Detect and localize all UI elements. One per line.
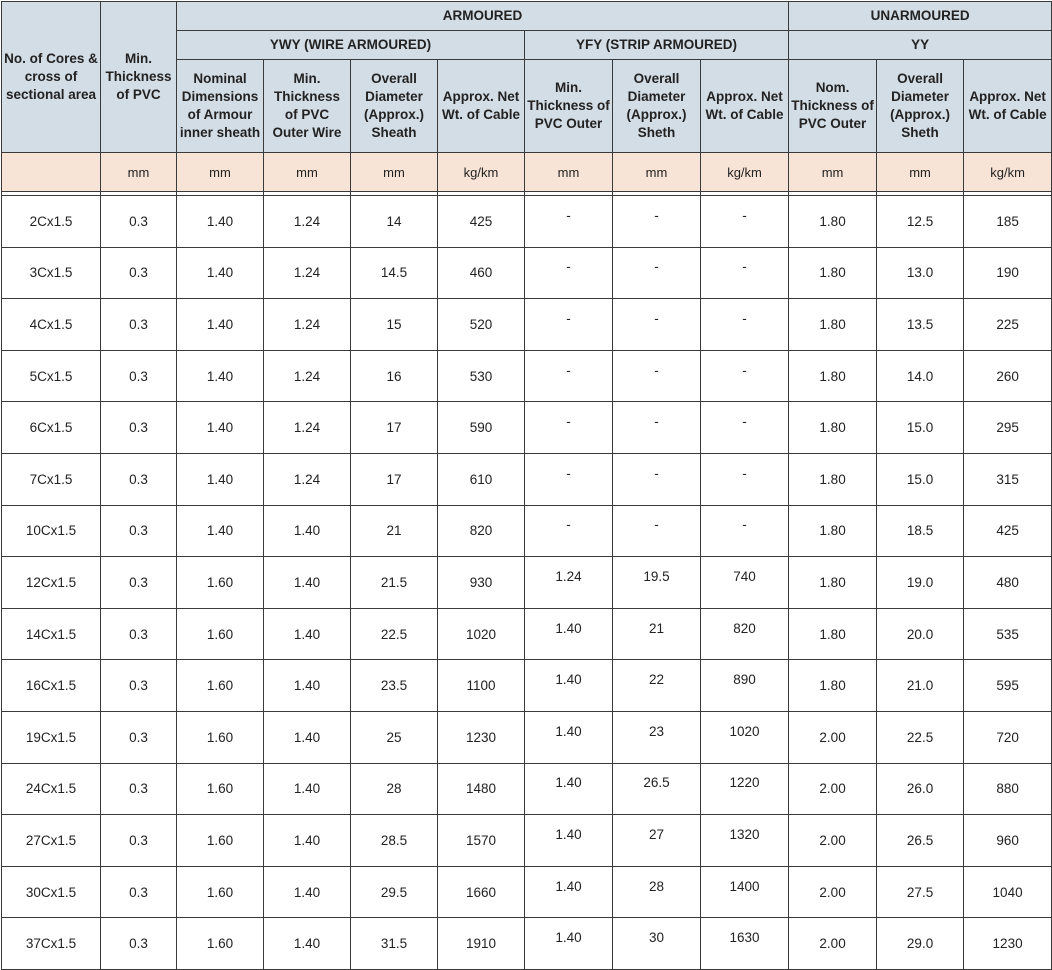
header-ywy-col-2: Overall Diameter (Approx.) Sheath [351,60,438,153]
cores-cell: 6Cx1.5 [2,402,101,454]
value-cell: 1.40 [264,918,351,970]
value-cell: 21.5 [351,557,438,609]
value-cell: 17 [351,453,438,505]
value-cell: - [613,350,701,402]
header-yy: YY [789,31,1052,60]
value-cell: 315 [964,453,1052,505]
value-cell: - [525,247,613,299]
cores-cell: 3Cx1.5 [2,247,101,299]
value-cell: 1220 [701,763,789,815]
value-cell: - [701,350,789,402]
value-cell: 26.5 [613,763,701,815]
value-cell: 2.00 [789,815,877,867]
value-cell: 1.60 [177,918,264,970]
value-cell: 480 [964,557,1052,609]
header-yy-col-1: Overall Diameter (Approx.) Sheth [877,60,964,153]
value-cell: - [613,453,701,505]
unit-cell: kg/km [438,153,525,192]
value-cell: 960 [964,815,1052,867]
value-cell: 1.24 [525,557,613,609]
value-cell: 1320 [701,815,789,867]
value-cell: 880 [964,763,1052,815]
value-cell: 0.3 [101,350,177,402]
value-cell: 1.40 [525,763,613,815]
cores-cell: 27Cx1.5 [2,815,101,867]
value-cell: 1230 [438,711,525,763]
value-cell: 0.3 [101,918,177,970]
value-cell: 2.00 [789,763,877,815]
value-cell: 595 [964,660,1052,712]
table-row [2,918,1052,970]
value-cell: - [701,453,789,505]
value-cell: 460 [438,247,525,299]
value-cell: 1020 [438,608,525,660]
value-cell: 15.0 [877,402,964,454]
value-cell: 1400 [701,866,789,918]
value-cell: 1.40 [264,711,351,763]
cores-cell: 37Cx1.5 [2,918,101,970]
value-cell: 1.60 [177,660,264,712]
value-cell: 1.80 [789,557,877,609]
value-cell: 26.5 [877,815,964,867]
table-row [2,815,1052,867]
header-min-pvc: Min. Thickness of PVC [101,2,177,153]
value-cell: 1.40 [177,453,264,505]
units-row [2,153,1052,192]
value-cell: - [701,505,789,557]
value-cell: 1.40 [525,866,613,918]
value-cell: 260 [964,350,1052,402]
cable-spec-table [1,1,1052,970]
table-row [2,660,1052,712]
value-cell: 1.80 [789,505,877,557]
unit-cell: mm [877,153,964,192]
header-cores: No. of Cores & cross of sectional area [2,2,101,153]
header-ywy-col-1: Min. Thickness of PVC Outer Wire [264,60,351,153]
value-cell: 225 [964,299,1052,351]
value-cell: 1020 [701,711,789,763]
cores-cell: 14Cx1.5 [2,608,101,660]
value-cell: 720 [964,711,1052,763]
table-row [2,350,1052,402]
value-cell: 1.80 [789,350,877,402]
value-cell: 0.3 [101,247,177,299]
value-cell: 890 [701,660,789,712]
value-cell: - [525,402,613,454]
value-cell: 520 [438,299,525,351]
cores-cell: 16Cx1.5 [2,660,101,712]
value-cell: 1570 [438,815,525,867]
value-cell: 14 [351,196,438,248]
value-cell: 1040 [964,866,1052,918]
value-cell: 30 [613,918,701,970]
value-cell: 15.0 [877,453,964,505]
value-cell: 1910 [438,918,525,970]
value-cell: 2.00 [789,866,877,918]
value-cell: - [525,299,613,351]
value-cell: 22.5 [877,711,964,763]
value-cell: 12.5 [877,196,964,248]
value-cell: 1230 [964,918,1052,970]
value-cell: 31.5 [351,918,438,970]
value-cell: - [525,453,613,505]
value-cell: 530 [438,350,525,402]
value-cell: 1.40 [264,660,351,712]
value-cell: 1.40 [264,608,351,660]
value-cell: 1.80 [789,196,877,248]
value-cell: 1.40 [264,763,351,815]
value-cell: - [613,196,701,248]
value-cell: 1630 [701,918,789,970]
table-row [2,505,1052,557]
value-cell: 17 [351,402,438,454]
value-cell: 13.5 [877,299,964,351]
value-cell: 1.60 [177,711,264,763]
table-body [2,153,1052,970]
unit-cell: mm [264,153,351,192]
value-cell: 1.60 [177,866,264,918]
value-cell: - [701,196,789,248]
cores-cell: 7Cx1.5 [2,453,101,505]
value-cell: 295 [964,402,1052,454]
value-cell: 29.0 [877,918,964,970]
value-cell: 1.40 [177,247,264,299]
cores-cell: 2Cx1.5 [2,196,101,248]
value-cell: 1.40 [525,660,613,712]
value-cell: 1.40 [525,711,613,763]
value-cell: 0.3 [101,505,177,557]
header-yy-col-2: Approx. Net Wt. of Cable [964,60,1052,153]
value-cell: 740 [701,557,789,609]
cores-cell: 5Cx1.5 [2,350,101,402]
value-cell: 1.40 [177,350,264,402]
unit-cell: kg/km [701,153,789,192]
value-cell: 28 [351,763,438,815]
value-cell: 1.80 [789,299,877,351]
value-cell: 1.24 [264,196,351,248]
unit-cell: mm [789,153,877,192]
unit-cell: mm [101,153,177,192]
cores-cell: 24Cx1.5 [2,763,101,815]
value-cell: - [613,299,701,351]
header-ywy: YWY (WIRE ARMOURED) [177,31,525,60]
value-cell: - [525,350,613,402]
value-cell: 425 [438,196,525,248]
value-cell: 18.5 [877,505,964,557]
value-cell: 20.0 [877,608,964,660]
value-cell: 1.60 [177,815,264,867]
cores-cell: 19Cx1.5 [2,711,101,763]
value-cell: 1.40 [525,815,613,867]
value-cell: 1.24 [264,453,351,505]
value-cell: 1.40 [177,196,264,248]
unit-cell: mm [351,153,438,192]
unit-cell [2,153,101,192]
value-cell: 0.3 [101,453,177,505]
value-cell: 21 [351,505,438,557]
value-cell: 610 [438,453,525,505]
header-ywy-col-3: Approx. Net Wt. of Cable [438,60,525,153]
value-cell: 1.24 [264,402,351,454]
cores-cell: 12Cx1.5 [2,557,101,609]
value-cell: 0.3 [101,299,177,351]
table-row [2,557,1052,609]
value-cell: 0.3 [101,866,177,918]
value-cell: 1480 [438,763,525,815]
value-cell: 0.3 [101,660,177,712]
value-cell: 1.60 [177,557,264,609]
value-cell: 2.00 [789,711,877,763]
table-row [2,763,1052,815]
unit-cell: mm [525,153,613,192]
table-row [2,453,1052,505]
value-cell: 2.00 [789,918,877,970]
value-cell: 0.3 [101,608,177,660]
value-cell: 25 [351,711,438,763]
value-cell: 1.80 [789,660,877,712]
value-cell: 21.0 [877,660,964,712]
table-row [2,299,1052,351]
value-cell: 1.40 [177,299,264,351]
header-armoured: ARMOURED [177,2,789,31]
value-cell: 0.3 [101,763,177,815]
header-ywy-col-0: Nominal Dimensions of Armour inner sheath [177,60,264,153]
value-cell: 1.60 [177,763,264,815]
cores-cell: 30Cx1.5 [2,866,101,918]
header-yfy-col-1: Overall Diameter (Approx.) Sheth [613,60,701,153]
value-cell: 1.24 [264,299,351,351]
value-cell: 930 [438,557,525,609]
value-cell: 1660 [438,866,525,918]
value-cell: 0.3 [101,557,177,609]
value-cell: 425 [964,505,1052,557]
value-cell: 820 [438,505,525,557]
table-row [2,196,1052,248]
table-row [2,247,1052,299]
table-row [2,402,1052,454]
value-cell: 1.80 [789,608,877,660]
table-row [2,711,1052,763]
value-cell: 26.0 [877,763,964,815]
value-cell: - [613,402,701,454]
cores-cell: 4Cx1.5 [2,299,101,351]
value-cell: 0.3 [101,402,177,454]
header-yfy-col-0: Min. Thickness of PVC Outer [525,60,613,153]
value-cell: 27 [613,815,701,867]
header-yy-col-0: Nom. Thickness of PVC Outer [789,60,877,153]
value-cell: 0.3 [101,196,177,248]
value-cell: 19.5 [613,557,701,609]
value-cell: 19.0 [877,557,964,609]
value-cell: 535 [964,608,1052,660]
value-cell: 1.40 [264,866,351,918]
value-cell: 0.3 [101,711,177,763]
value-cell: 820 [701,608,789,660]
value-cell: 1.40 [177,505,264,557]
value-cell: 21 [613,608,701,660]
value-cell: - [525,196,613,248]
value-cell: 1.80 [789,453,877,505]
value-cell: 1.40 [177,402,264,454]
value-cell: 1.40 [525,918,613,970]
value-cell: 28.5 [351,815,438,867]
value-cell: 16 [351,350,438,402]
value-cell: 1.40 [264,557,351,609]
value-cell: 22.5 [351,608,438,660]
value-cell: 1.24 [264,350,351,402]
value-cell: 1.40 [264,815,351,867]
value-cell: 190 [964,247,1052,299]
unit-cell: mm [613,153,701,192]
value-cell: 1.40 [264,505,351,557]
value-cell: 1100 [438,660,525,712]
unit-cell: mm [177,153,264,192]
value-cell: - [701,402,789,454]
value-cell: - [613,505,701,557]
value-cell: 0.3 [101,815,177,867]
value-cell: 13.0 [877,247,964,299]
value-cell: 22 [613,660,701,712]
cores-cell: 10Cx1.5 [2,505,101,557]
value-cell: 14.0 [877,350,964,402]
value-cell: 1.40 [525,608,613,660]
value-cell: - [613,247,701,299]
value-cell: 185 [964,196,1052,248]
value-cell: 23.5 [351,660,438,712]
value-cell: - [701,247,789,299]
value-cell: 28 [613,866,701,918]
value-cell: 1.24 [264,247,351,299]
table-row [2,866,1052,918]
header-yfy-col-2: Approx. Net Wt. of Cable [701,60,789,153]
table-header [2,2,1052,153]
value-cell: 23 [613,711,701,763]
value-cell: - [701,299,789,351]
header-unarmoured: UNARMOURED [789,2,1052,31]
table-row [2,608,1052,660]
value-cell: 14.5 [351,247,438,299]
value-cell: 15 [351,299,438,351]
unit-cell: kg/km [964,153,1052,192]
value-cell: 27.5 [877,866,964,918]
value-cell: 1.80 [789,247,877,299]
value-cell: 1.60 [177,608,264,660]
value-cell: - [525,505,613,557]
value-cell: 29.5 [351,866,438,918]
value-cell: 1.80 [789,402,877,454]
header-yfy: YFY (STRIP ARMOURED) [525,31,789,60]
value-cell: 590 [438,402,525,454]
